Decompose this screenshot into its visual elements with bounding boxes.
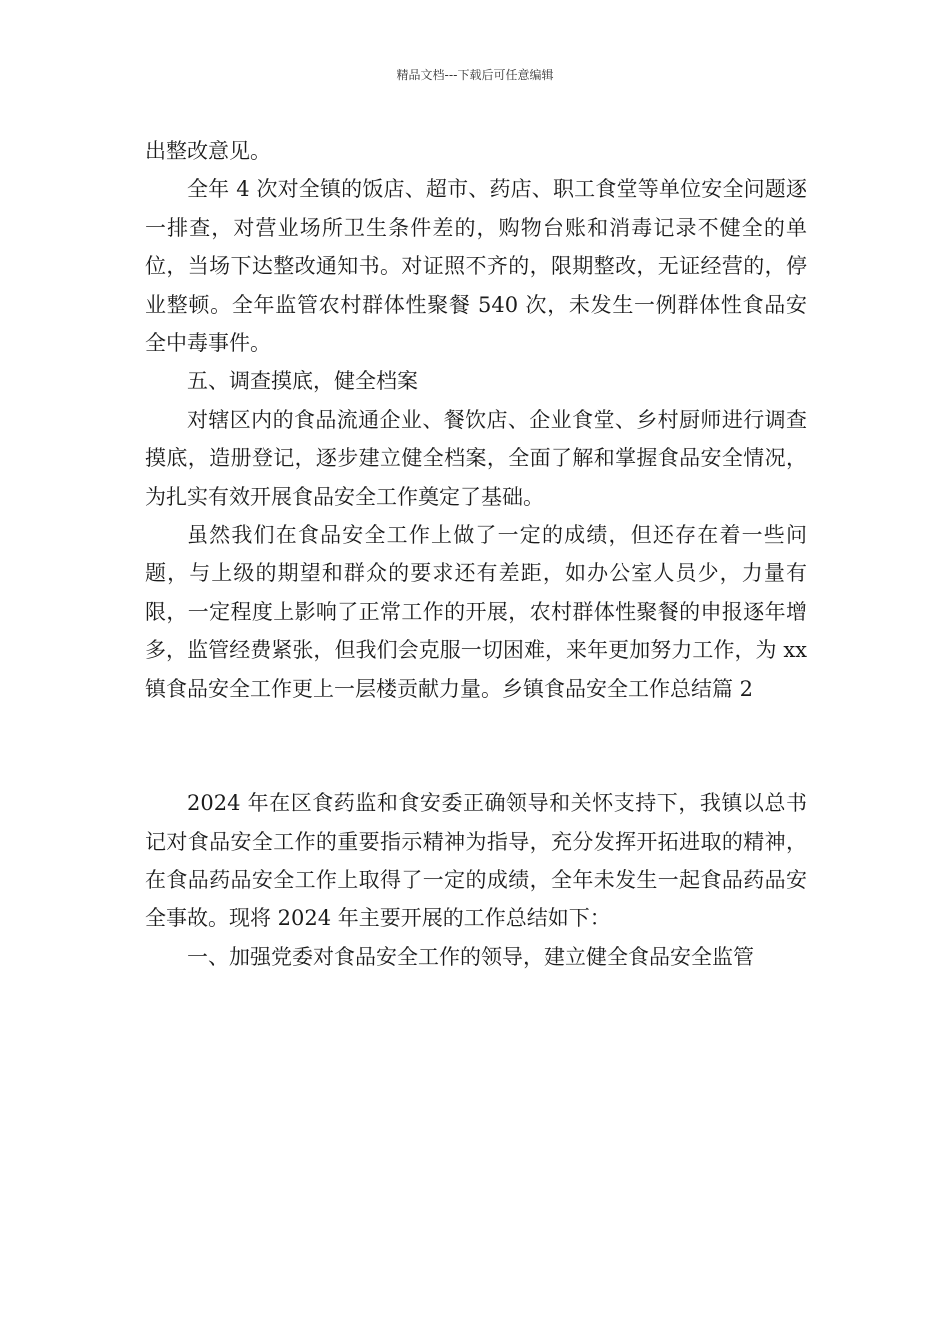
page-header: 精品文档---下载后可任意编辑	[396, 68, 554, 82]
section-heading-one: 一、加强党委对食品安全工作的领导，建立健全食品安全监管	[187, 944, 754, 969]
paragraph-continuation: 出整改意见。	[145, 139, 271, 163]
paragraph-problems: 虽然我们在食品安全工作上做了一定的成绩，但还存在着一些问题，与上级的期望和群众的要求还有差距，如办公室人员少，力量有限，一定程度上影响了正常工作的开展，农村群体性聚餐的申报逐年增多，监管经费紧张，但我们会克服一切困难，来年更加努力工作，为 xx 镇食品安全工作更上一层楼贡献力量。乡镇食品安全工作总结篇 2	[145, 523, 807, 701]
paragraph-survey: 对辖区内的食品流通企业、餐饮店、企业食堂、乡村厨师进行调查摸底，造册登记，逐步建立健全档案，全面了解和掌握食品安全情况，为扎实有效开展食品安全工作奠定了基础。	[145, 407, 807, 509]
section-heading-five: 五、调查摸底，健全档案	[187, 369, 418, 394]
paragraph-2024-summary: 2024 年在区食药监和食安委正确领导和关怀支持下，我镇以总书记对食品安全工作的重要指示精神为指导，充分发挥开拓进取的精神，在食品药品安全工作上取得了一定的成绩，全年未发生一起食品药品安全事故。现将 2024 年主要开展的工作总结如下：	[145, 791, 807, 931]
document-body	[145, 132, 807, 976]
paragraph-inspection: 全年 4 次对全镇的饭店、超市、药店、职工食堂等单位安全问题逐一排查，对营业场所卫生条件差的，购物台账和消毒记录不健全的单位，当场下达整改通知书。对证照不齐的，限期整改，无证经营的，停业整顿。全年监管农村群体性聚餐 540 次，未发生一例群体性食品安全中毒事件。	[145, 177, 807, 356]
